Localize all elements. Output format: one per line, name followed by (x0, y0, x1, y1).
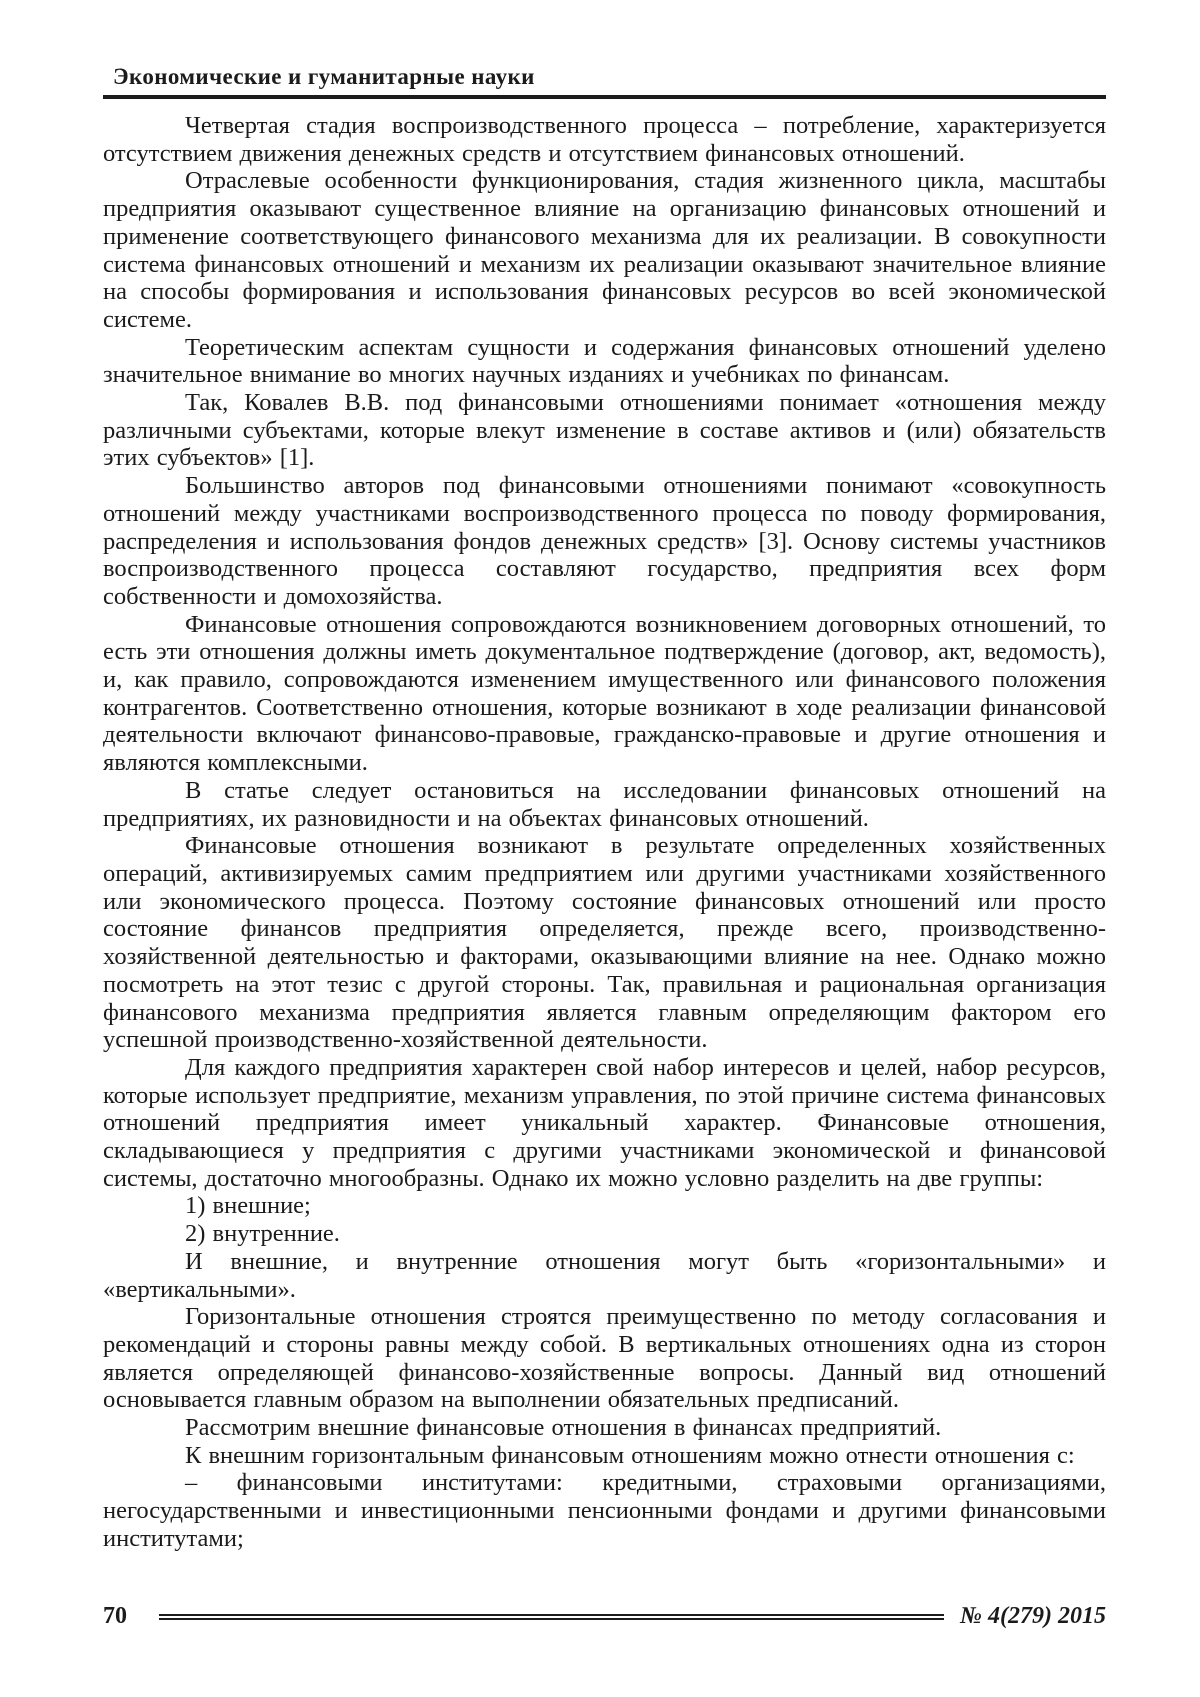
paragraph: Четвертая стадия воспроизводственного процесса – потребление, характеризуется отсутствием движения денежных средств и отсутствием финансовых отношений. (103, 112, 1106, 167)
paragraph: И внешние, и внутренние отношения могут быть «горизонтальными» и «вертикальными». (103, 1247, 1106, 1303)
paragraph: Так, Ковалев В.В. под финансовыми отношениями понимает «отношения между различными субъектами, которые влекут изменение в составе активов и (или) обязательств этих субъектов» [1]. (103, 389, 1106, 472)
paragraph: Теоретическим аспектам сущности и содержания финансовых отношений уделено значительное внимание во многих научных изданиях и учебниках по финансам. (103, 333, 1106, 389)
paragraph: Рассмотрим внешние финансовые отношения в финансах предприятий. (185, 1414, 942, 1442)
paragraph: К внешним горизонтальным финансовым отношениям можно отнести отношения с: (185, 1441, 1075, 1469)
footer-rule (159, 1614, 944, 1620)
paragraph: Отраслевые особенности функционирования, стадия жизненного цикла, масштабы предприятия оказывают существенное влияние на организацию финансовых отношений и применение соответствующего финансового механизма для их реализации. В совокупности система финансовых отношений и механизм их реализации оказывают значительное влияние на способы формирования и использования финансовых ресурсов во всей экономической системе. (103, 167, 1106, 333)
list-item-external: 1) внешние; (185, 1192, 311, 1220)
section-title: Экономические и гуманитарные науки (113, 64, 535, 89)
paragraph: Финансовые отношения возникают в результате определенных хозяйственных операций, активизируемых самим предприятием или другими участниками хозяйственного или экономического процесса. Поэтому состояние финансовых отношений или просто состояние финансов предприятия определяется, прежде всего, производственно-хозяйственной деятельностью и факторами, оказывающими влияние на нее. Однако можно посмотреть на этот тезис с другой стороны. Так, правильная и рациональная организация финансового механизма предприятия является главным определяющим фактором его успешной производственно-хозяйственной деятельности. (103, 832, 1106, 1054)
page-number: 70 (103, 1603, 127, 1629)
paragraph: Для каждого предприятия характерен свой набор интересов и целей, набор ресурсов, которые использует предприятие, механизм управления, по этой причине система финансовых отношений предприятия имеет уникальный характер. Финансовые отношения, складывающиеся у предприятия с другими участниками экономической и финансовой системы, достаточно многообразны. Однако их можно условно разделить на две группы: (103, 1053, 1106, 1192)
paragraph: В статье следует остановиться на исследовании финансовых отношений на предприятиях, их разновидности и на объектах финансовых отношений. (103, 776, 1106, 832)
paragraph: Большинство авторов под финансовыми отношениями понимают «совокупность отношений между участниками воспроизводственного процесса по поводу формирования, распределения и использования фондов денежных средств» [3]. Основу системы участников воспроизводственного процесса составляют государство, предприятия всех форм собственности и домохозяйства. (103, 472, 1106, 610)
paragraph: Горизонтальные отношения строятся преимущественно по методу согласования и рекомендаций и стороны равны между собой. В вертикальных отношениях одна из сторон является определяющей финансово-хозяйственные вопросы. Данный вид отношений основывается главным образом на выполнении обязательных предписаний. (103, 1303, 1106, 1414)
list-item-financial-institutions: – финансовыми институтами: кредитными, страховыми организациями, негосударственными и инвестиционными пенсионными фондами и другими финансовыми институтами; (103, 1469, 1106, 1552)
page-footer (103, 1603, 1106, 1630)
article-body (103, 112, 1106, 1553)
paragraph: Финансовые отношения сопровождаются возникновением договорных отношений, то есть эти отношения должны иметь документальное подтверждение (договор, акт, ведомость), и, как правило, сопровождаются изменением имущественного или финансового положения контрагентов. Соответственно отношения, которые возникают в ходе реализации финансовой деятельности включают финансово-правовые, гражданско-правовые и другие отношения и являются комплексными. (103, 610, 1106, 777)
running-head (103, 64, 1106, 99)
issue-label: № 4(279) 2015 (960, 1603, 1106, 1629)
list-item-internal: 2) внутренние. (185, 1220, 340, 1248)
